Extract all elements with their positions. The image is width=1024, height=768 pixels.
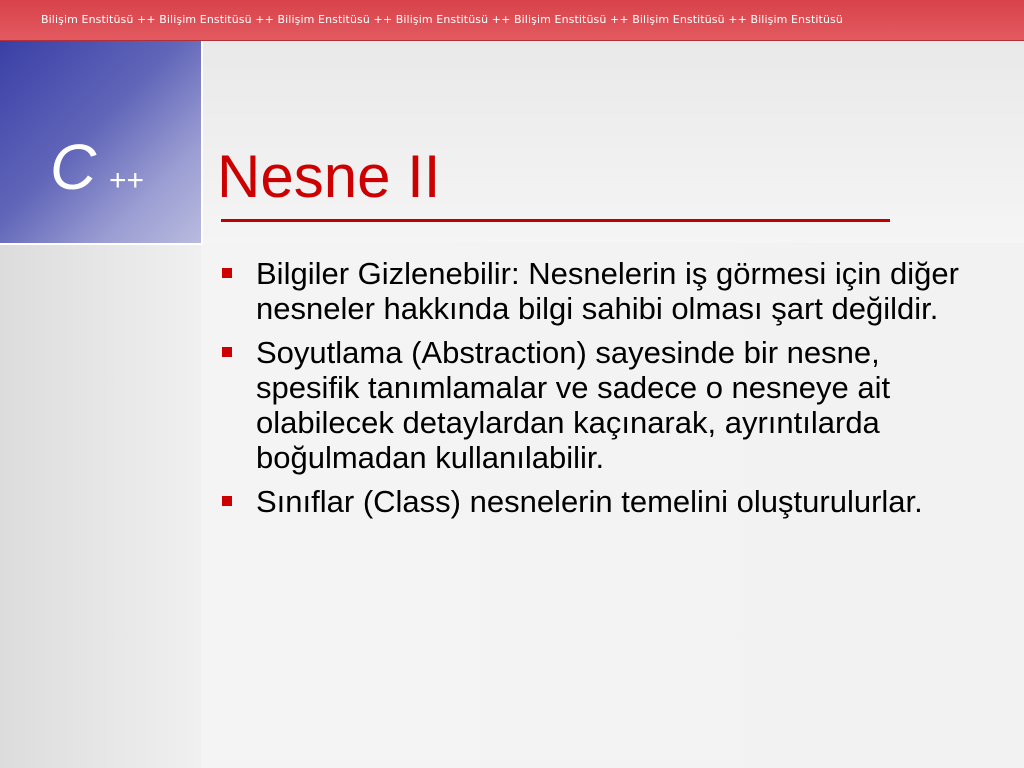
logo-suffix: ++: [109, 164, 145, 197]
bullet-text: Sınıflar (Class) nesnelerin temelini oluşturulurlar.: [256, 484, 923, 519]
bullet-list: [218, 256, 978, 528]
title-underline: [221, 219, 890, 222]
bullet-item: [218, 484, 978, 519]
header-banner: [0, 0, 1024, 41]
square-bullet-icon: [222, 496, 232, 506]
bullet-item: [218, 256, 978, 326]
square-bullet-icon: [222, 268, 232, 278]
banner-text: Bilişim Enstitüsü ++ Bilişim Enstitüsü ++ Bilişim Enstitüsü ++ Bilişim Enstitüsü ++ Bilişim Enstitüsü ++ Bilişim Enstitüsü ++ Bilişim Enstitüsü: [41, 13, 843, 26]
bullet-text: Soyutlama (Abstraction) sayesinde bir nesne, spesifik tanımlamalar ve sadece o nesneye ait olabilecek detaylardan kaçınarak, ayrıntılarda boğulmadan kullanılabilir.: [256, 335, 891, 475]
cpp-logo: [0, 41, 203, 245]
left-strip: [0, 245, 201, 768]
bullet-text: Bilgiler Gizlenebilir: Nesnelerin iş görmesi için diğer nesneler hakkında bilgi sahibi olması şart değildir.: [256, 256, 959, 326]
square-bullet-icon: [222, 347, 232, 357]
bullet-item: [218, 335, 978, 475]
logo-letter: C: [50, 131, 97, 203]
slide-title: Nesne II: [217, 143, 441, 210]
